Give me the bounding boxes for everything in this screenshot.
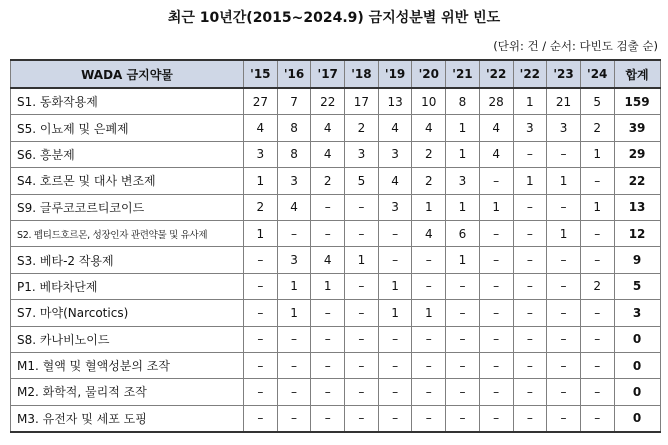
year-count-cell: 1 [311,273,345,299]
year-count-cell: 3 [244,141,278,167]
year-count-cell: – [244,273,278,299]
year-count-cell: – [479,405,513,432]
year-count-cell: – [580,379,614,405]
header-year: '15 [244,60,278,88]
year-count-cell: – [547,405,581,432]
year-count-cell: – [378,247,412,273]
year-count-cell: – [479,326,513,352]
year-count-cell: – [311,405,345,432]
header-year: '21 [446,60,480,88]
year-count-cell: 1 [446,141,480,167]
year-count-cell: – [277,352,311,378]
substance-name: M3. 유전자 및 세포 도핑 [11,405,244,432]
year-count-cell: 5 [580,88,614,115]
year-count-cell: – [580,168,614,194]
year-count-cell: – [513,247,547,273]
year-count-cell: 1 [479,194,513,220]
total-cell: 0 [614,352,660,378]
year-count-cell: 1 [277,300,311,326]
substance-name: S1. 동화작용제 [11,88,244,115]
year-count-cell: 2 [580,273,614,299]
year-count-cell: 4 [479,115,513,141]
year-count-cell: – [244,300,278,326]
year-count-cell: 1 [345,247,379,273]
year-count-cell: – [446,326,480,352]
year-count-cell: 5 [345,168,379,194]
year-count-cell: – [580,352,614,378]
year-count-cell: – [244,352,278,378]
year-count-cell: 4 [412,115,446,141]
year-count-cell: – [513,352,547,378]
year-count-cell: – [378,379,412,405]
year-count-cell: 1 [547,168,581,194]
year-count-cell: – [277,379,311,405]
year-count-cell: – [311,379,345,405]
year-count-cell: – [311,220,345,246]
total-cell: 13 [614,194,660,220]
year-count-cell: – [412,326,446,352]
year-count-cell: – [446,273,480,299]
year-count-cell: – [378,326,412,352]
year-count-cell: 2 [412,141,446,167]
header-year: '22 [513,60,547,88]
year-count-cell: – [345,326,379,352]
header-year: '16 [277,60,311,88]
year-count-cell: – [547,326,581,352]
year-count-cell: – [547,141,581,167]
year-count-cell: 4 [412,220,446,246]
page-title: 최근 10년간(2015~2024.9) 금지성분별 위반 빈도 [167,10,501,26]
year-count-cell: – [547,379,581,405]
year-count-cell: 1 [277,273,311,299]
table-row [11,300,661,326]
header-year: '20 [412,60,446,88]
header-year: '18 [345,60,379,88]
year-count-cell: – [378,352,412,378]
year-count-cell: 7 [277,88,311,115]
year-count-cell: 2 [311,168,345,194]
year-count-cell: 13 [378,88,412,115]
year-count-cell: – [345,300,379,326]
year-count-cell: 1 [513,88,547,115]
year-count-cell: – [446,379,480,405]
year-count-cell: 3 [277,247,311,273]
substance-name: S7. 마약(Narcotics) [11,300,244,326]
year-count-cell: 3 [446,168,480,194]
substance-name: S9. 글루코코르티코이드 [11,194,244,220]
year-count-cell: 4 [378,168,412,194]
year-count-cell: – [580,326,614,352]
year-count-cell: – [345,379,379,405]
year-count-cell: 4 [479,141,513,167]
year-count-cell: – [547,352,581,378]
year-count-cell: – [513,220,547,246]
year-count-cell: – [311,326,345,352]
table-row [11,194,661,220]
year-count-cell: 1 [446,115,480,141]
year-count-cell: – [446,352,480,378]
year-count-cell: 2 [244,194,278,220]
year-count-cell: – [277,405,311,432]
table-header-row [11,60,661,88]
year-count-cell: 1 [244,220,278,246]
year-count-cell: – [547,194,581,220]
year-count-cell: – [446,405,480,432]
year-count-cell: 1 [580,141,614,167]
year-count-cell: – [513,405,547,432]
header-year: '24 [580,60,614,88]
year-count-cell: 27 [244,88,278,115]
year-count-cell: 8 [446,88,480,115]
substance-name: S2. 펩티드호르몬, 성장인자 관련약물 및 유사제 [11,220,244,246]
year-count-cell: 1 [412,194,446,220]
table-row [11,168,661,194]
header-year: '22 [479,60,513,88]
substance-name: S8. 카나비노이드 [11,326,244,352]
year-count-cell: 1 [378,300,412,326]
year-count-cell: 3 [547,115,581,141]
table-row [11,273,661,299]
year-count-cell: 4 [277,194,311,220]
year-count-cell: – [580,405,614,432]
year-count-cell: 1 [446,194,480,220]
header-total: 합계 [614,60,660,88]
year-count-cell: – [479,220,513,246]
year-count-cell: – [345,194,379,220]
year-count-cell: – [345,273,379,299]
year-count-cell: 17 [345,88,379,115]
total-cell: 5 [614,273,660,299]
year-count-cell: – [412,247,446,273]
total-cell: 29 [614,141,660,167]
year-count-cell: – [244,247,278,273]
year-count-cell: – [345,405,379,432]
year-count-cell: 1 [446,247,480,273]
substance-name: S4. 호르몬 및 대사 변조제 [11,168,244,194]
year-count-cell: 2 [580,115,614,141]
year-count-cell: – [412,405,446,432]
year-count-cell: 4 [378,115,412,141]
year-count-cell: – [244,405,278,432]
substance-name: P1. 베타차단제 [11,273,244,299]
year-count-cell: – [580,300,614,326]
total-cell: 3 [614,300,660,326]
year-count-cell: 4 [311,115,345,141]
header-year: '19 [378,60,412,88]
year-count-cell: 21 [547,88,581,115]
violation-frequency-table [10,59,661,433]
year-count-cell: – [479,168,513,194]
year-count-cell: 6 [446,220,480,246]
year-count-cell: 3 [513,115,547,141]
year-count-cell: – [513,141,547,167]
year-count-cell: – [513,379,547,405]
year-count-cell: 8 [277,115,311,141]
year-count-cell: 8 [277,141,311,167]
substance-name: M1. 혈액 및 혈액성분의 조작 [11,352,244,378]
total-cell: 0 [614,326,660,352]
year-count-cell: – [547,300,581,326]
year-count-cell: 1 [513,168,547,194]
table-row [11,220,661,246]
year-count-cell: – [378,405,412,432]
year-count-cell: – [311,300,345,326]
year-count-cell: 4 [311,247,345,273]
year-count-cell: – [277,326,311,352]
total-cell: 39 [614,115,660,141]
year-count-cell: 1 [412,300,446,326]
header-year: '17 [311,60,345,88]
year-count-cell: – [513,194,547,220]
total-cell: 22 [614,168,660,194]
year-count-cell: 2 [412,168,446,194]
table-row [11,326,661,352]
year-count-cell: – [378,220,412,246]
year-count-cell: – [412,273,446,299]
year-count-cell: 10 [412,88,446,115]
substance-name: M2. 화학적, 물리적 조작 [11,379,244,405]
table-row [11,405,661,432]
table-row [11,115,661,141]
year-count-cell: – [479,300,513,326]
year-count-cell: 2 [345,115,379,141]
unit-note: (단위: 건 / 순서: 다빈도 검출 순) [493,39,658,53]
year-count-cell: 28 [479,88,513,115]
substance-name: S6. 흥분제 [11,141,244,167]
year-count-cell: – [244,326,278,352]
table-row [11,88,661,115]
total-cell: 0 [614,379,660,405]
year-count-cell: – [311,352,345,378]
total-cell: 0 [614,405,660,432]
table-row [11,352,661,378]
year-count-cell: 1 [378,273,412,299]
year-count-cell: 3 [277,168,311,194]
year-count-cell: – [580,247,614,273]
year-count-cell: – [277,220,311,246]
year-count-cell: – [479,352,513,378]
year-count-cell: – [479,247,513,273]
year-count-cell: 4 [311,141,345,167]
year-count-cell: – [513,300,547,326]
substance-name: S3. 베타-2 작용제 [11,247,244,273]
total-cell: 12 [614,220,660,246]
year-count-cell: – [513,326,547,352]
year-count-cell: – [412,352,446,378]
substance-name: S5. 이뇨제 및 은폐제 [11,115,244,141]
header-year: '23 [547,60,581,88]
table-row [11,379,661,405]
year-count-cell: 3 [345,141,379,167]
year-count-cell: 1 [580,194,614,220]
year-count-cell: – [547,247,581,273]
year-count-cell: – [446,300,480,326]
year-count-cell: – [311,194,345,220]
year-count-cell: – [513,273,547,299]
year-count-cell: – [479,273,513,299]
year-count-cell: 4 [244,115,278,141]
table-row [11,247,661,273]
total-cell: 159 [614,88,660,115]
year-count-cell: 1 [244,168,278,194]
total-cell: 9 [614,247,660,273]
year-count-cell: – [547,273,581,299]
header-substance: WADA 금지약물 [11,60,244,88]
year-count-cell: – [244,379,278,405]
year-count-cell: – [345,220,379,246]
table-row [11,141,661,167]
year-count-cell: – [580,220,614,246]
year-count-cell: – [412,379,446,405]
year-count-cell: – [345,352,379,378]
year-count-cell: 3 [378,194,412,220]
year-count-cell: 22 [311,88,345,115]
year-count-cell: 3 [378,141,412,167]
year-count-cell: – [479,379,513,405]
year-count-cell: 1 [547,220,581,246]
